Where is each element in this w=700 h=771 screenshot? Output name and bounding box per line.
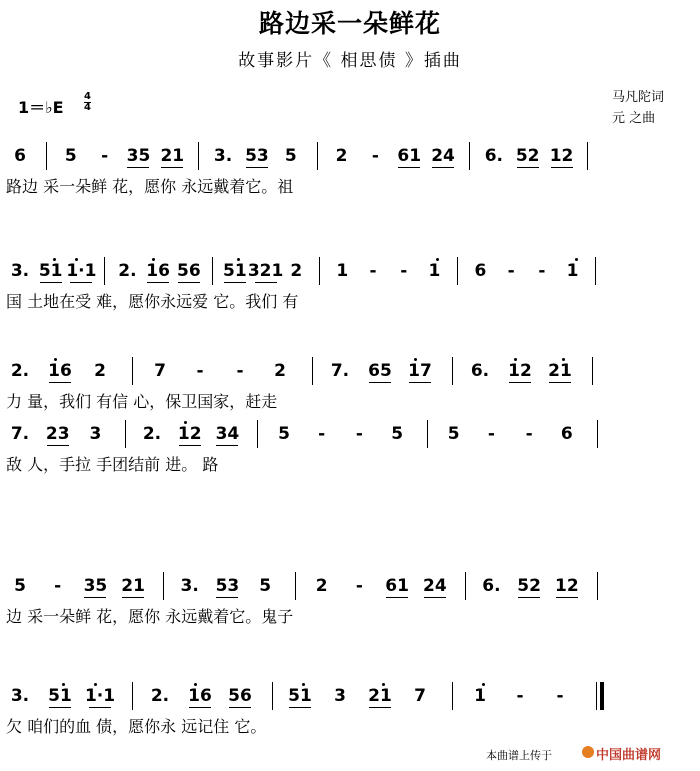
beam-underline bbox=[556, 597, 578, 598]
note: 12 bbox=[549, 146, 574, 166]
beam-underline bbox=[89, 707, 111, 708]
note: 61 bbox=[397, 146, 422, 166]
system-4 bbox=[0, 418, 700, 478]
beam-underline bbox=[179, 445, 201, 446]
note: 24 bbox=[423, 576, 447, 596]
note: - bbox=[507, 261, 515, 281]
note: 6 bbox=[560, 424, 573, 444]
note: - bbox=[538, 261, 546, 281]
note: - bbox=[236, 361, 244, 381]
beam-underline bbox=[517, 167, 539, 168]
note: 21 bbox=[368, 686, 392, 706]
note: 12 bbox=[177, 424, 202, 444]
note: 12 bbox=[508, 361, 532, 381]
beam-underline bbox=[386, 597, 408, 598]
note: 21 bbox=[160, 146, 185, 166]
note: 5 bbox=[14, 576, 26, 596]
barline bbox=[104, 257, 105, 285]
barline bbox=[427, 420, 428, 448]
note: 7 bbox=[154, 361, 166, 381]
note: - bbox=[371, 146, 379, 166]
octave-dot bbox=[302, 683, 305, 686]
barline bbox=[295, 572, 296, 600]
note: - bbox=[54, 576, 62, 596]
system-5 bbox=[0, 570, 700, 630]
note: 6 bbox=[14, 146, 26, 166]
note: 5 bbox=[284, 146, 297, 166]
octave-dot bbox=[194, 683, 197, 686]
beam-underline bbox=[369, 382, 391, 383]
barline bbox=[257, 420, 258, 448]
note: 21 bbox=[548, 361, 572, 381]
note: 52 bbox=[515, 146, 540, 166]
note: 1 bbox=[566, 261, 579, 281]
beam-underline bbox=[189, 707, 211, 708]
note: 7. bbox=[330, 361, 350, 381]
note: 7 bbox=[414, 686, 426, 706]
site-logo[interactable]: 中国曲谱网 bbox=[596, 748, 662, 763]
beam-underline bbox=[289, 707, 311, 708]
note: - bbox=[487, 424, 495, 444]
barline bbox=[132, 682, 133, 710]
note: 2 bbox=[274, 361, 286, 381]
note: 21 bbox=[121, 576, 145, 596]
barline bbox=[132, 357, 133, 385]
barline bbox=[163, 572, 164, 600]
beam-underline bbox=[47, 445, 69, 446]
barline bbox=[272, 682, 273, 710]
note: 52 bbox=[517, 576, 541, 596]
barline bbox=[465, 572, 466, 600]
beam-underline bbox=[246, 167, 268, 168]
barline bbox=[125, 420, 126, 448]
note: 3. bbox=[10, 686, 30, 706]
note: 53 bbox=[215, 576, 240, 596]
barline bbox=[312, 357, 313, 385]
barline bbox=[597, 572, 598, 600]
note: 6. bbox=[482, 576, 501, 596]
note: 16 bbox=[146, 261, 170, 281]
note: 24 bbox=[431, 146, 455, 166]
note: 16 bbox=[48, 361, 72, 381]
note: 3 bbox=[89, 424, 102, 444]
note: 16 bbox=[188, 686, 212, 706]
beam-underline bbox=[161, 167, 183, 168]
octave-dot bbox=[184, 421, 187, 424]
note: - bbox=[556, 686, 564, 706]
beam-underline bbox=[229, 707, 251, 708]
notation-line bbox=[0, 570, 700, 600]
lyric-line: 欠 咱们的血 债，愿你永 远记住 它。 bbox=[6, 717, 267, 736]
note: 2. bbox=[118, 261, 137, 281]
note: 17 bbox=[408, 361, 432, 381]
note: 3. bbox=[10, 261, 30, 281]
beam-underline bbox=[255, 282, 277, 283]
system-1 bbox=[0, 140, 700, 200]
note: 35 bbox=[126, 146, 151, 166]
note: 12 bbox=[555, 576, 579, 596]
note: 321 bbox=[247, 261, 284, 281]
song-subtitle: 故事影片《 相思债 》插曲 bbox=[238, 51, 462, 71]
note: - bbox=[101, 146, 109, 166]
lyric-line: 国 土地在受 难，愿你永远爱 它。我们 有 bbox=[6, 292, 299, 311]
system-2 bbox=[0, 255, 700, 315]
beam-underline bbox=[432, 167, 454, 168]
time-signature bbox=[84, 92, 91, 113]
notation-line bbox=[0, 355, 700, 385]
note: 1·1 bbox=[84, 686, 116, 706]
note: 6. bbox=[470, 361, 490, 381]
beam-underline bbox=[49, 382, 71, 383]
barline bbox=[595, 257, 596, 285]
octave-dot bbox=[575, 258, 578, 261]
note: 3. bbox=[180, 576, 199, 596]
note: 56 bbox=[228, 686, 252, 706]
beam-underline bbox=[224, 282, 246, 283]
barline bbox=[452, 357, 453, 385]
octave-dot bbox=[237, 258, 240, 261]
note: - bbox=[318, 424, 326, 444]
meter-bottom: 4 bbox=[84, 102, 91, 113]
beam-underline bbox=[551, 167, 573, 168]
notation-line bbox=[0, 418, 700, 448]
note: 65 bbox=[368, 361, 392, 381]
note: 51 bbox=[38, 261, 63, 281]
note: 5 bbox=[447, 424, 460, 444]
barline bbox=[452, 682, 453, 710]
site-logo-icon bbox=[582, 746, 594, 758]
note: 34 bbox=[215, 424, 240, 444]
lyricist-credit: 马凡陀词 bbox=[612, 90, 665, 105]
note: - bbox=[400, 261, 408, 281]
note: 1 bbox=[428, 261, 441, 281]
octave-dot bbox=[482, 683, 485, 686]
beam-underline bbox=[84, 597, 106, 598]
beam-underline bbox=[40, 282, 62, 283]
note: 2 bbox=[94, 361, 106, 381]
note: 2. bbox=[150, 686, 170, 706]
note: 51 bbox=[223, 261, 247, 281]
octave-dot bbox=[562, 358, 565, 361]
upload-note: 本曲谱上传于 bbox=[486, 749, 552, 762]
composer-credit: 元 之曲 bbox=[612, 111, 656, 126]
notation-line bbox=[0, 255, 700, 285]
note: - bbox=[516, 686, 524, 706]
octave-dot bbox=[514, 358, 517, 361]
octave-dot bbox=[54, 358, 57, 361]
octave-dot bbox=[382, 683, 385, 686]
beam-underline bbox=[49, 707, 71, 708]
beam-underline bbox=[70, 282, 92, 283]
note: 2 bbox=[315, 576, 328, 596]
note: 7. bbox=[10, 424, 30, 444]
barline bbox=[457, 257, 458, 285]
beam-underline bbox=[216, 597, 238, 598]
note: - bbox=[355, 424, 363, 444]
octave-dot bbox=[94, 683, 97, 686]
beam-underline bbox=[409, 382, 431, 383]
note: 53 bbox=[245, 146, 269, 166]
note: 2. bbox=[10, 361, 30, 381]
note: - bbox=[196, 361, 204, 381]
song-title: 路边采一朵鲜花 bbox=[258, 9, 441, 38]
note: 3. bbox=[213, 146, 233, 166]
octave-dot bbox=[414, 358, 417, 361]
lyric-line: 敌 人，手拉 手团结前 进。 路 bbox=[6, 455, 219, 474]
beam-underline bbox=[398, 167, 420, 168]
notation-line bbox=[0, 140, 700, 170]
lyric-line: 力 量，我们 有信 心，保卫国家，赶走 bbox=[6, 392, 278, 411]
note: 61 bbox=[385, 576, 409, 596]
octave-dot bbox=[62, 683, 65, 686]
barline bbox=[46, 142, 47, 170]
note: 3 bbox=[334, 686, 346, 706]
lyric-line: 路边 采一朵鲜 花，愿你 永远戴着它。祖 bbox=[6, 177, 294, 196]
beam-underline bbox=[127, 167, 149, 168]
octave-dot bbox=[53, 258, 56, 261]
note: 1 bbox=[474, 686, 486, 706]
final-barline bbox=[596, 680, 606, 710]
note: 56 bbox=[176, 261, 201, 281]
barline bbox=[587, 142, 588, 170]
note: 35 bbox=[83, 576, 108, 596]
note: 1 bbox=[336, 261, 349, 281]
note: 2. bbox=[142, 424, 162, 444]
note: 5 bbox=[391, 424, 404, 444]
barline bbox=[212, 257, 213, 285]
barline bbox=[469, 142, 470, 170]
note: 5 bbox=[64, 146, 77, 166]
barline bbox=[198, 142, 199, 170]
beam-underline bbox=[147, 282, 169, 283]
beam-underline bbox=[509, 382, 531, 383]
barline bbox=[317, 142, 318, 170]
beam-underline bbox=[122, 597, 144, 598]
beam-underline bbox=[216, 445, 238, 446]
note: - bbox=[525, 424, 533, 444]
barline bbox=[592, 357, 593, 385]
meter-top: 4 bbox=[84, 91, 91, 102]
key-signature: 1＝♭E bbox=[18, 98, 64, 117]
system-6 bbox=[0, 680, 700, 740]
note: 2 bbox=[290, 261, 303, 281]
note: 1·1 bbox=[66, 261, 97, 281]
beam-underline bbox=[518, 597, 540, 598]
note: 51 bbox=[288, 686, 312, 706]
note: 6 bbox=[474, 261, 487, 281]
beam-underline bbox=[178, 282, 200, 283]
beam-underline bbox=[424, 597, 446, 598]
note: 23 bbox=[45, 424, 70, 444]
barline bbox=[597, 420, 598, 448]
beam-underline bbox=[369, 707, 391, 708]
note: 5 bbox=[278, 424, 290, 444]
barline bbox=[319, 257, 320, 285]
note: - bbox=[355, 576, 363, 596]
beam-underline bbox=[549, 382, 571, 383]
note: 6. bbox=[484, 146, 503, 166]
system-3 bbox=[0, 355, 700, 415]
note: 51 bbox=[48, 686, 72, 706]
lyric-line: 边 采一朵鲜 花，愿你 永远戴着它。鬼子 bbox=[6, 607, 294, 626]
note: - bbox=[369, 261, 377, 281]
note: 2 bbox=[335, 146, 348, 166]
notation-line bbox=[0, 680, 700, 710]
note: 5 bbox=[259, 576, 272, 596]
